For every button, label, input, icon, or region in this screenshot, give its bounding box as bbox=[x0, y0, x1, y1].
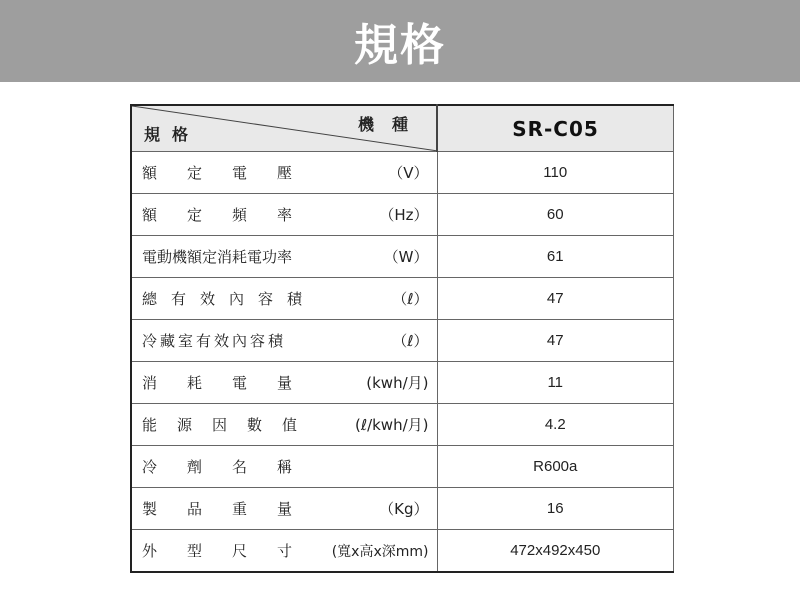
row-value: 61 bbox=[437, 236, 674, 278]
header-model-value: SR-C05 bbox=[437, 105, 674, 152]
table-row bbox=[131, 404, 674, 446]
row-name: 額定頻率 bbox=[131, 194, 331, 236]
table-row bbox=[131, 530, 674, 573]
title-banner bbox=[0, 0, 800, 82]
header-corner-cell bbox=[131, 105, 437, 152]
row-unit: （ℓ） bbox=[331, 278, 437, 320]
table-header-row bbox=[131, 105, 674, 152]
row-value: 16 bbox=[437, 488, 674, 530]
row-unit: (ℓ/kwh/月) bbox=[331, 404, 437, 446]
row-unit: （ℓ） bbox=[331, 320, 437, 362]
table-row bbox=[131, 362, 674, 404]
table-row bbox=[131, 152, 674, 194]
row-value: 4.2 bbox=[437, 404, 674, 446]
row-unit bbox=[331, 446, 437, 488]
row-name: 總有效內容積 bbox=[131, 278, 331, 320]
row-name: 消耗電量 bbox=[131, 362, 331, 404]
table-row bbox=[131, 320, 674, 362]
row-value: 47 bbox=[437, 320, 674, 362]
header-spec-label: 規格 bbox=[144, 125, 201, 144]
table-row bbox=[131, 488, 674, 530]
row-unit: (kwh/月) bbox=[331, 362, 437, 404]
row-name: 電動機額定消耗電功率 bbox=[131, 236, 331, 278]
row-name: 冷藏室有效內容積 bbox=[131, 320, 331, 362]
row-name: 額定電壓 bbox=[131, 152, 331, 194]
row-value: 60 bbox=[437, 194, 674, 236]
row-value: 11 bbox=[437, 362, 674, 404]
row-unit: （V） bbox=[331, 152, 437, 194]
header-model-label: 機種 bbox=[357, 115, 426, 134]
row-value: 110 bbox=[437, 152, 674, 194]
row-value: 472x492x450 bbox=[437, 530, 674, 573]
table-row bbox=[131, 236, 674, 278]
row-value: R600a bbox=[437, 446, 674, 488]
row-name: 製品重量 bbox=[131, 488, 331, 530]
row-name: 能源因數值 bbox=[131, 404, 331, 446]
row-unit: （Kg） bbox=[331, 488, 437, 530]
row-name: 外型尺寸 bbox=[131, 530, 331, 573]
row-name: 冷劑名稱 bbox=[131, 446, 331, 488]
table-row bbox=[131, 278, 674, 320]
banner-title: 規格 bbox=[354, 20, 446, 71]
row-unit: （Hz） bbox=[331, 194, 437, 236]
row-unit: （W） bbox=[331, 236, 437, 278]
spec-table bbox=[130, 104, 674, 573]
row-unit: (寬x高x深mm) bbox=[331, 530, 437, 573]
table-row bbox=[131, 446, 674, 488]
row-value: 47 bbox=[437, 278, 674, 320]
table-row bbox=[131, 194, 674, 236]
